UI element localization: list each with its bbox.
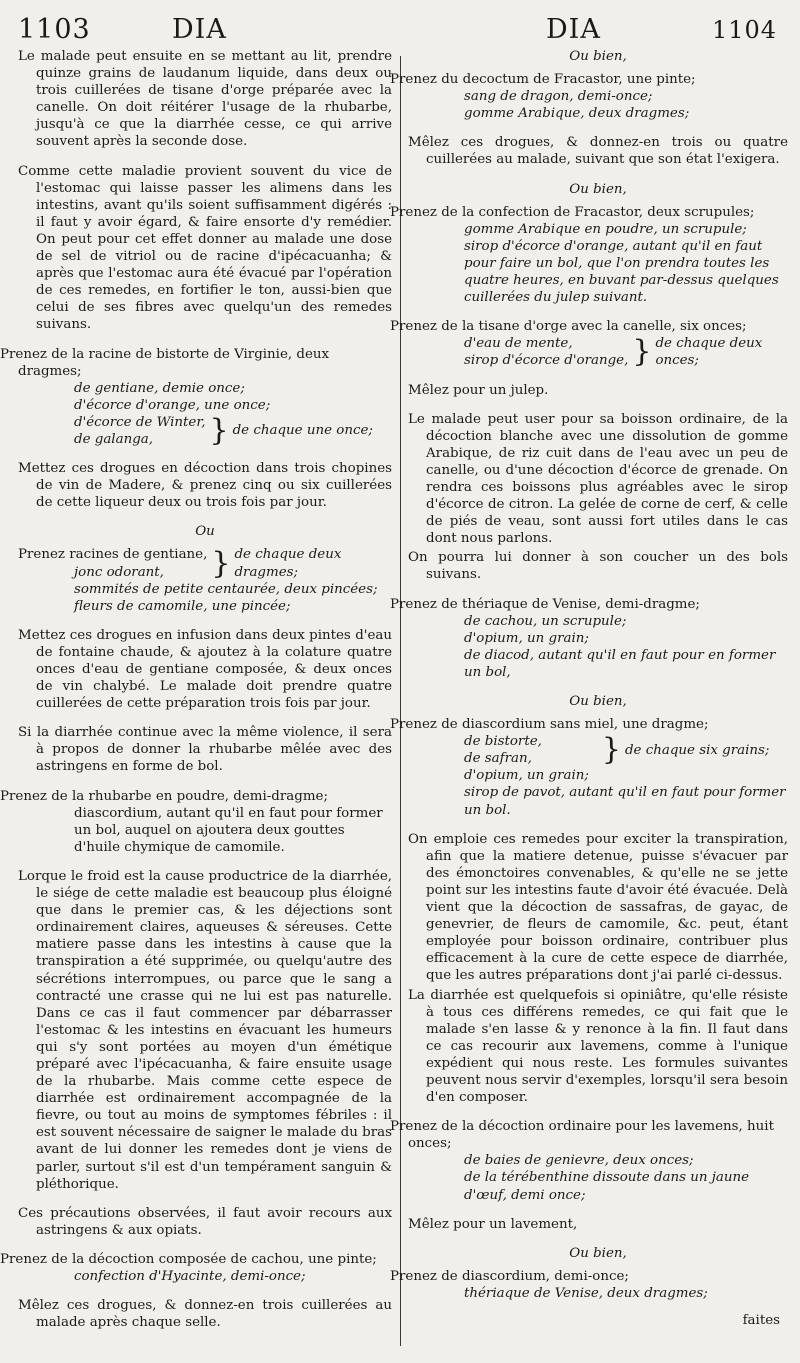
prescription <box>18 546 392 614</box>
prescription <box>390 318 788 370</box>
paragraph: Comme cette maladie provient souvent du vice de l'estomac qui laisse passer les alimens dans les intestins, avant qu'ils soient suffisamment digérés : il faut y avoir égard, & faire ensorte d'y remédier. On peut pour cet effet donner au malade une dose de sel de vitriol ou de racine d'ipécacuanha; & après que l'estomac aura été évacué par l'opération de ces remedes, en fortifier le ton, aussi-bien que celui de ses fibres avec quelqu'un des remedes suivans. <box>18 163 392 333</box>
right-running-title: DIA <box>546 14 601 45</box>
prescription-line: d'opium, un grain; <box>464 630 589 646</box>
prescription <box>390 596 788 681</box>
brace-label: de chaque six grains; <box>624 742 770 758</box>
brace-group <box>18 414 392 448</box>
prescription-line: Prenez du decoctum de Fracastor, une pinte; <box>390 72 696 88</box>
prescription <box>390 71 788 122</box>
prescription-line: gomme Arabique, deux dragmes; <box>464 106 690 122</box>
paragraph: La diarrhée est quelquefois si opiniâtre, qu'elle résiste à tous ces différens remedes, ce qui fait que le malade s'en lasse & y renonce à la fin. Il faut dans ce cas recourir aux lavemens, comme à l'unique expédient qui nous reste. Les formules suivantes peuvent nous servir d'exemples, lorsqu'il sera besoin d'en composer. <box>408 987 788 1106</box>
prescription-line: de bistorte, <box>464 734 542 750</box>
prescription-line: Prenez de diascordium, demi-once; <box>390 1268 629 1284</box>
paragraph: Mêlez ces drogues, & donnez-en trois ou quatre cuillerées au malade, suivant que son état l'exigera. <box>408 135 788 168</box>
paragraph: Le malade peut user pour sa boisson ordinaire, de la décoction blanche avec une dissolution de gomme Arabique, de riz cuit dans de l'eau avec un peu de canelle, ou d'une décoction d'écorce de grenade. On rendra ces boissons plus agréables avec le sirop d'écorce de citron. La gelée de corne de cerf, & celle de piés de veau, sont aussi fort utiles dans le cas dont nous parlons. <box>408 411 788 547</box>
prescription-line: de gentiane, demie once; <box>74 380 245 396</box>
prescription-line: Prenez de la confection de Fracastor, deux scrupules; <box>390 204 755 220</box>
separator-ou-bien: Ou bien, <box>569 49 627 64</box>
prescription-line: d'écorce de Winter, <box>74 414 206 430</box>
prescription-line: fleurs de camomile, une pincée; <box>74 598 291 614</box>
right-column <box>390 48 788 1314</box>
catchword: faites <box>742 1313 780 1328</box>
prescription-line: Prenez de thériaque de Venise, demi-dragme; <box>390 596 700 612</box>
left-page-number: 1103 <box>18 14 91 45</box>
prescription <box>390 204 788 307</box>
separator-ou-bien: Ou bien, <box>569 694 627 709</box>
prescription-line: de cachou, un scrupule; <box>464 613 627 629</box>
prescription <box>0 1251 392 1285</box>
separator-ou-bien: Ou bien, <box>569 181 627 197</box>
paragraph: Mêlez pour un lavement, <box>408 1216 578 1232</box>
paragraph: Le malade peut ensuite en se mettant au lit, prendre quinze grains de laudanum liquide, dans deux ou trois cuillerées de tisane d'orge préparée avec la canelle. On doit réitérer l'usage de la rhubarbe, jusqu'à ce que la diarrhée cesse, ce qui arrive souvent après la seconde dose. <box>18 49 392 150</box>
paragraph: Mettez ces drogues en décoction dans trois chopines de vin de Madere, & prenez cinq ou six cuillerées de cette liqueur deux ou trois fois par jour. <box>18 461 392 511</box>
prescription-line: Prenez de la décoction composée de cachou, une pinte; <box>0 1251 377 1267</box>
prescription-line: Prenez de la décoction ordinaire pour les lavemens, huit onces; <box>390 1119 774 1152</box>
paragraph: On emploie ces remedes pour exciter la transpiration, afin que la matiere detenue, puisse s'évacuer par des émonctoires convenables, & qu'elle ne se jette point sur les intestins faute d'avoir été évacuée. Delà vient que la décoction de sassafras, de gayac, de genevrier, de fleurs de camomile, &c. peut, étant employée pour boisson ordinaire, contribuer plus efficacement à la cure de cette espece de diarrhée, que les autres préparations dont j'ai parlé ci-dessus. <box>408 831 788 984</box>
brace-group <box>408 335 788 369</box>
prescription <box>390 1118 788 1203</box>
paragraph: Mettez ces drogues en infusion dans deux pintes d'eau de fontaine chaude, & ajoutez à la colature quatre onces d'eau de gentiane composée, & deux onces de vin chalybé. Le malade doit prendre quatre cuillerées de cette préparation trois fois par jour. <box>18 627 392 712</box>
prescription-line: sang de dragon, demi-once; <box>464 89 653 105</box>
prescription-line: Prenez de diascordium sans miel, une dragme; <box>390 717 709 733</box>
prescription-line: d'opium, un grain; <box>464 768 589 784</box>
paragraph: Mêlez ces drogues, & donnez-en trois cuillerées au malade après chaque selle. <box>18 1298 392 1331</box>
prescription-line: thériaque de Venise, deux dragmes; <box>464 1285 708 1301</box>
paragraph: Mêlez pour un julep. <box>408 382 549 398</box>
prescription-line: Prenez de la tisane d'orge avec la canelle, six onces; <box>390 319 747 335</box>
paragraph: Si la diarrhée continue avec la même violence, il sera à propos de donner la rhubarbe mêlée avec des astringens en forme de bol. <box>18 725 392 775</box>
prescription <box>0 346 392 449</box>
prescription-line: confection d'Hyacinte, demi-once; <box>74 1269 306 1284</box>
brace-glyph: } <box>211 545 231 581</box>
prescription <box>390 716 788 819</box>
prescription-line: de galanga, <box>74 431 154 447</box>
left-column <box>0 48 392 1343</box>
prescription-line: de baies de genievre, deux onces; <box>464 1153 694 1169</box>
prescription-line: sommités de petite centaurée, deux pincées; <box>74 581 378 597</box>
brace-glyph: } <box>209 412 229 448</box>
prescription-line: d'eau de mente, <box>464 336 573 352</box>
separator-ou: Ou <box>195 524 215 540</box>
paragraph: Ces précautions observées, il faut avoir recours aux astringens & aux opiats. <box>18 1205 392 1238</box>
separator-ou-bien: Ou bien, <box>569 1245 627 1261</box>
prescription-line: jonc odorant, <box>74 564 164 580</box>
brace-label: de chaque deux dragmes; <box>234 547 342 580</box>
left-running-title: DIA <box>172 14 227 45</box>
prescription-line: sirop d'écorce d'orange, autant qu'il en faut pour faire un bol, que l'on prendra toutes les quatre heures, en buvant par-dessus quelques cuillerées du julep suivant. <box>464 238 779 306</box>
prescription-line: Prenez racines de gentiane, <box>18 547 208 563</box>
brace-glyph: } <box>601 732 621 768</box>
prescription-line: de la térébenthine dissoute dans un jaune d'œuf, demi once; <box>464 1170 750 1203</box>
prescription-line: sirop d'écorce d'orange, <box>464 353 629 369</box>
prescription-line: sirop de pavot, autant qu'il en faut pour former un bol. <box>464 785 786 818</box>
paragraph: On pourra lui donner à son coucher un des bols suivans. <box>408 550 788 583</box>
right-page-number: 1104 <box>712 16 778 44</box>
prescription-line: gomme Arabique en poudre, un scrupule; <box>464 221 747 237</box>
prescription-line: Prenez de la rhubarbe en poudre, demi-dragme; <box>0 788 328 804</box>
brace-group <box>408 733 788 767</box>
brace-label: de chaque deux onces; <box>655 336 763 369</box>
prescription <box>390 1268 788 1302</box>
prescription-line: diascordium, autant qu'il en faut pour former un bol, auquel on ajoutera deux gouttes d'huile chymique de camomile. <box>74 805 383 855</box>
brace-group <box>18 546 392 580</box>
brace-glyph: } <box>632 334 652 370</box>
paragraph: Lorque le froid est la cause productrice de la diarrhée, le siége de cette maladie est beaucoup plus éloigné que dans le premier cas, & les déjections sont ordinairement claires, aqueuses & séreuses. Cette matiere passe dans les intestins à cause que la transpiration a été supprimée, ou quelqu'autre des sécrétions interrompues, ou parce que le sang a contracté une crasse qui ne lui est pas naturelle. Dans ce cas il faut commencer par débarrasser l'estomac & les intestins en évacuant les humeurs qui s'y sont portées au moyen d'un émétique préparé avec l'ipécacuanha, & faire ensuite usage de la rhubarbe. Mais comme cette espece de diarrhée est ordinairement accompagnée de la fievre, ou tout au moins de symptomes fébriles : il est souvent nécessaire de saigner le malade du bras avant de lui donner les remedes dont je viens de parler, surtout s'il est d'un tempérament sanguin & pléthorique. <box>18 868 392 1192</box>
column-divider <box>400 56 401 1346</box>
prescription-line: Prenez de la racine de bistorte de Virginie, deux dragmes; <box>0 346 330 379</box>
prescription <box>0 788 392 856</box>
prescription-line: de safran, <box>464 751 532 767</box>
brace-label: de chaque une once; <box>232 423 373 439</box>
prescription-line: de diacod, autant qu'il en faut pour en former un bol, <box>464 647 776 680</box>
prescription-line: d'écorce d'orange, une once; <box>74 397 271 413</box>
